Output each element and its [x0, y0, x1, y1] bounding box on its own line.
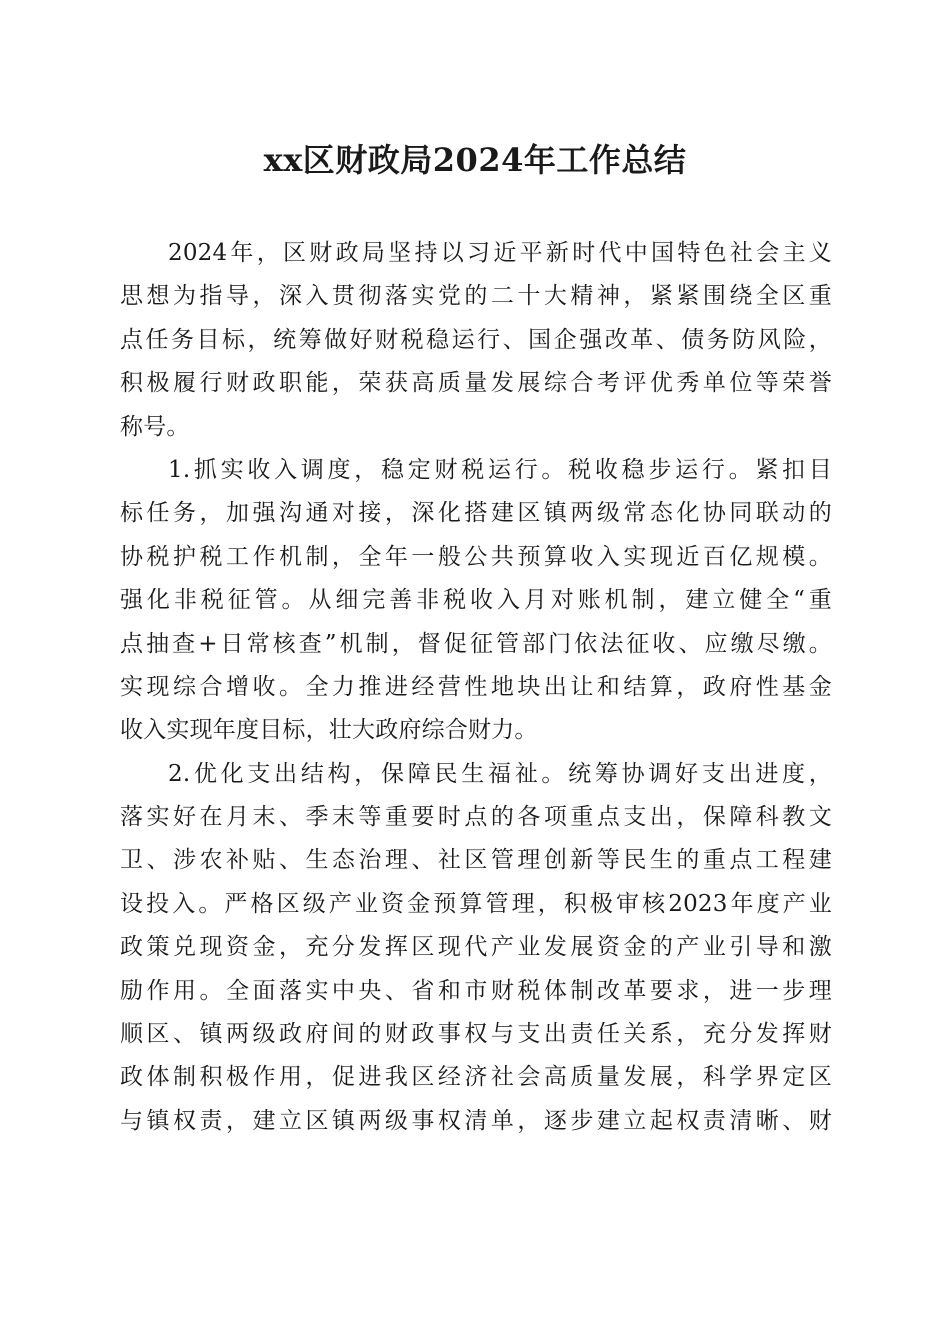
paragraph-1-line-3: 点任务目标，统筹做好财税稳运行、国企强改革、债务防风险，	[120, 326, 832, 353]
paragraph-2-line-3: 协税护税工作机制，全年一般公共预算收入实现近百亿规模。	[120, 543, 832, 570]
paragraph-3-line-4: 设投入。严格区级产业资金预算管理，积极审核2023年度产业	[120, 890, 832, 917]
paragraph-2-line-7: 收入实现年度目标，壮大政府综合财力。	[120, 717, 538, 744]
paragraph-2-line-2: 标任务，加强沟通对接，深化搭建区镇两级常态化协同联动的	[120, 500, 832, 527]
paragraph-3-line-9: 与镇权责，建立区镇两级事权清单，逐步建立起权责清晰、财	[120, 1107, 832, 1134]
paragraph-1-line-5: 称号。	[120, 413, 190, 440]
paragraph-2-line-6: 实现综合增收。全力推进经营性地块出让和结算，政府性基金	[120, 673, 832, 700]
paragraph-3-line-5: 政策兑现资金，充分发挥区现代产业发展资金的产业引导和激	[120, 934, 832, 961]
paragraph-3-line-1: 2.优化支出结构，保障民生福祉。统筹协调好支出进度，	[168, 760, 832, 787]
paragraph-3-line-6: 励作用。全面落实中央、省和市财税体制改革要求，进一步理	[120, 977, 832, 1004]
paragraph-2-line-5: 点抽查+日常核查”机制，督促征管部门依法征收、应缴尽缴。	[120, 630, 832, 657]
document-body	[120, 232, 832, 1143]
paragraph-1-line-2: 思想为指导，深入贯彻落实党的二十大精神，紧紧围绕全区重	[120, 283, 832, 310]
paragraph-3-line-3: 卫、涉农补贴、生态治理、社区管理创新等民生的重点工程建	[120, 847, 832, 874]
paragraph-2-line-1: 1.抓实收入调度，稳定财税运行。税收稳步运行。紧扣目	[168, 456, 832, 483]
paragraph-3-line-7: 顺区、镇两级政府间的财政事权与支出责任关系，充分发挥财	[120, 1021, 832, 1048]
page-title: xx区财政局2024年工作总结	[263, 141, 687, 179]
paragraph-3-line-8: 政体制积极作用，促进我区经济社会高质量发展，科学界定区	[120, 1064, 832, 1091]
paragraph-1-line-4: 积极履行财政职能，荣获高质量发展综合考评优秀单位等荣誉	[120, 370, 832, 397]
paragraph-2-line-4: 强化非税征管。从细完善非税收入月对账机制，建立健全“重	[120, 587, 832, 614]
paragraph-3-line-2: 落实好在月末、季末等重要时点的各项重点支出，保障科教文	[120, 804, 832, 831]
paragraph-1-line-1: 2024年，区财政局坚持以习近平新时代中国特色社会主义	[168, 240, 832, 266]
